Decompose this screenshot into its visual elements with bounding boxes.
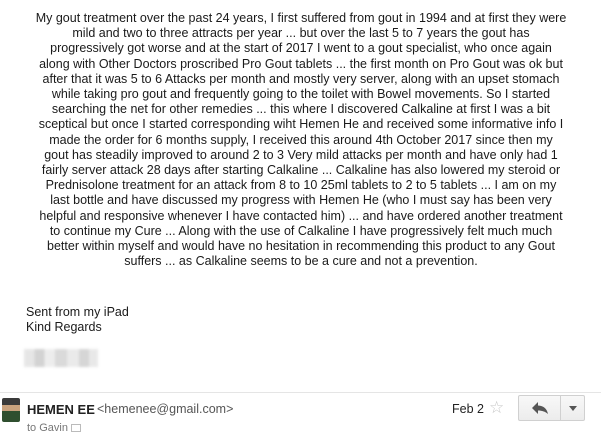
signature-sent-from: Sent from my iPad: [26, 305, 129, 319]
body-line: helpful and responsive whenever I have contacted him) ... and have ordered another treatment: [39, 208, 563, 223]
body-line: progressively got worse and at the start of 2017 I went to a gout specialist, who once again: [50, 41, 552, 56]
body-line: after that it was 5 to 6 Attacks per month and mostly very server, along with an upset stomach: [42, 71, 560, 86]
body-line: sceptical but once I started corresponding wiht Hemen He and received some informative info I: [38, 117, 564, 132]
sender-avatar[interactable]: [2, 398, 20, 422]
body-line: My gout treatment over the past 24 years, I first suffered from gout in 1994 and at first they were: [35, 11, 567, 25]
body-line: gout has steadily improved to around 2 to 3 Very mild attacks per month and have only had 1: [44, 147, 558, 162]
reply-icon: [531, 401, 549, 415]
body-line: made the order for 6 months supply, I received this around 4th October 2017 since then my: [49, 132, 553, 147]
recipient-line[interactable]: [27, 422, 81, 434]
sender-name[interactable]: HEMEN EE: [27, 402, 95, 417]
body-line: searching the net for other remedies ... this where I discovered Calkaline at first I was a bit: [51, 102, 551, 117]
more-options-button[interactable]: [561, 396, 584, 420]
body-line: mild and two to three attracts per year ... but over the last 5 to 7 years the gout has: [72, 26, 530, 41]
message-date: Feb 2: [452, 402, 484, 416]
recipient-details-icon[interactable]: [71, 424, 81, 432]
message-signature: [26, 305, 129, 335]
body-line: last bottle and have discussed my progress with Hemen He (who I must say has been very: [50, 193, 552, 208]
star-icon[interactable]: ☆: [489, 398, 505, 417]
next-message-header[interactable]: [0, 392, 601, 434]
body-line: Prednisolone treatment for an attack from 8 to 10 25ml tablets to 2 to 5 tablets ... I am on my: [45, 178, 557, 193]
body-line: fairly server attack 28 days after starting Calkaline ... Calkaline has also lowered my steroid or: [41, 163, 561, 178]
recipient-text: to Gavin: [27, 422, 68, 434]
reply-button-group: [518, 395, 585, 421]
redacted-name-blur: [24, 349, 98, 367]
reply-button[interactable]: [519, 396, 561, 420]
body-line: along with Other Doctors proscribed Pro Gout tablets ... the first month on Pro Gout was ok but: [39, 56, 563, 71]
message-body: [18, 11, 584, 269]
body-line: while taking pro gout and frequently going to the toilet with Bowel movements. So I started: [51, 87, 551, 102]
chevron-down-icon: [569, 406, 577, 411]
body-line: better within myself and would have no hesitation in recommending this product to any Gout: [47, 239, 555, 254]
sender-email: <hemenee@gmail.com>: [97, 402, 234, 416]
body-line: to continue my Cure ... Along with the use of Calkaline I have progressively felt much much: [49, 223, 553, 238]
body-line: suffers ... as Calkaline seems to be a cure and not a prevention.: [124, 254, 478, 269]
signature-regards: Kind Regards: [26, 320, 102, 335]
